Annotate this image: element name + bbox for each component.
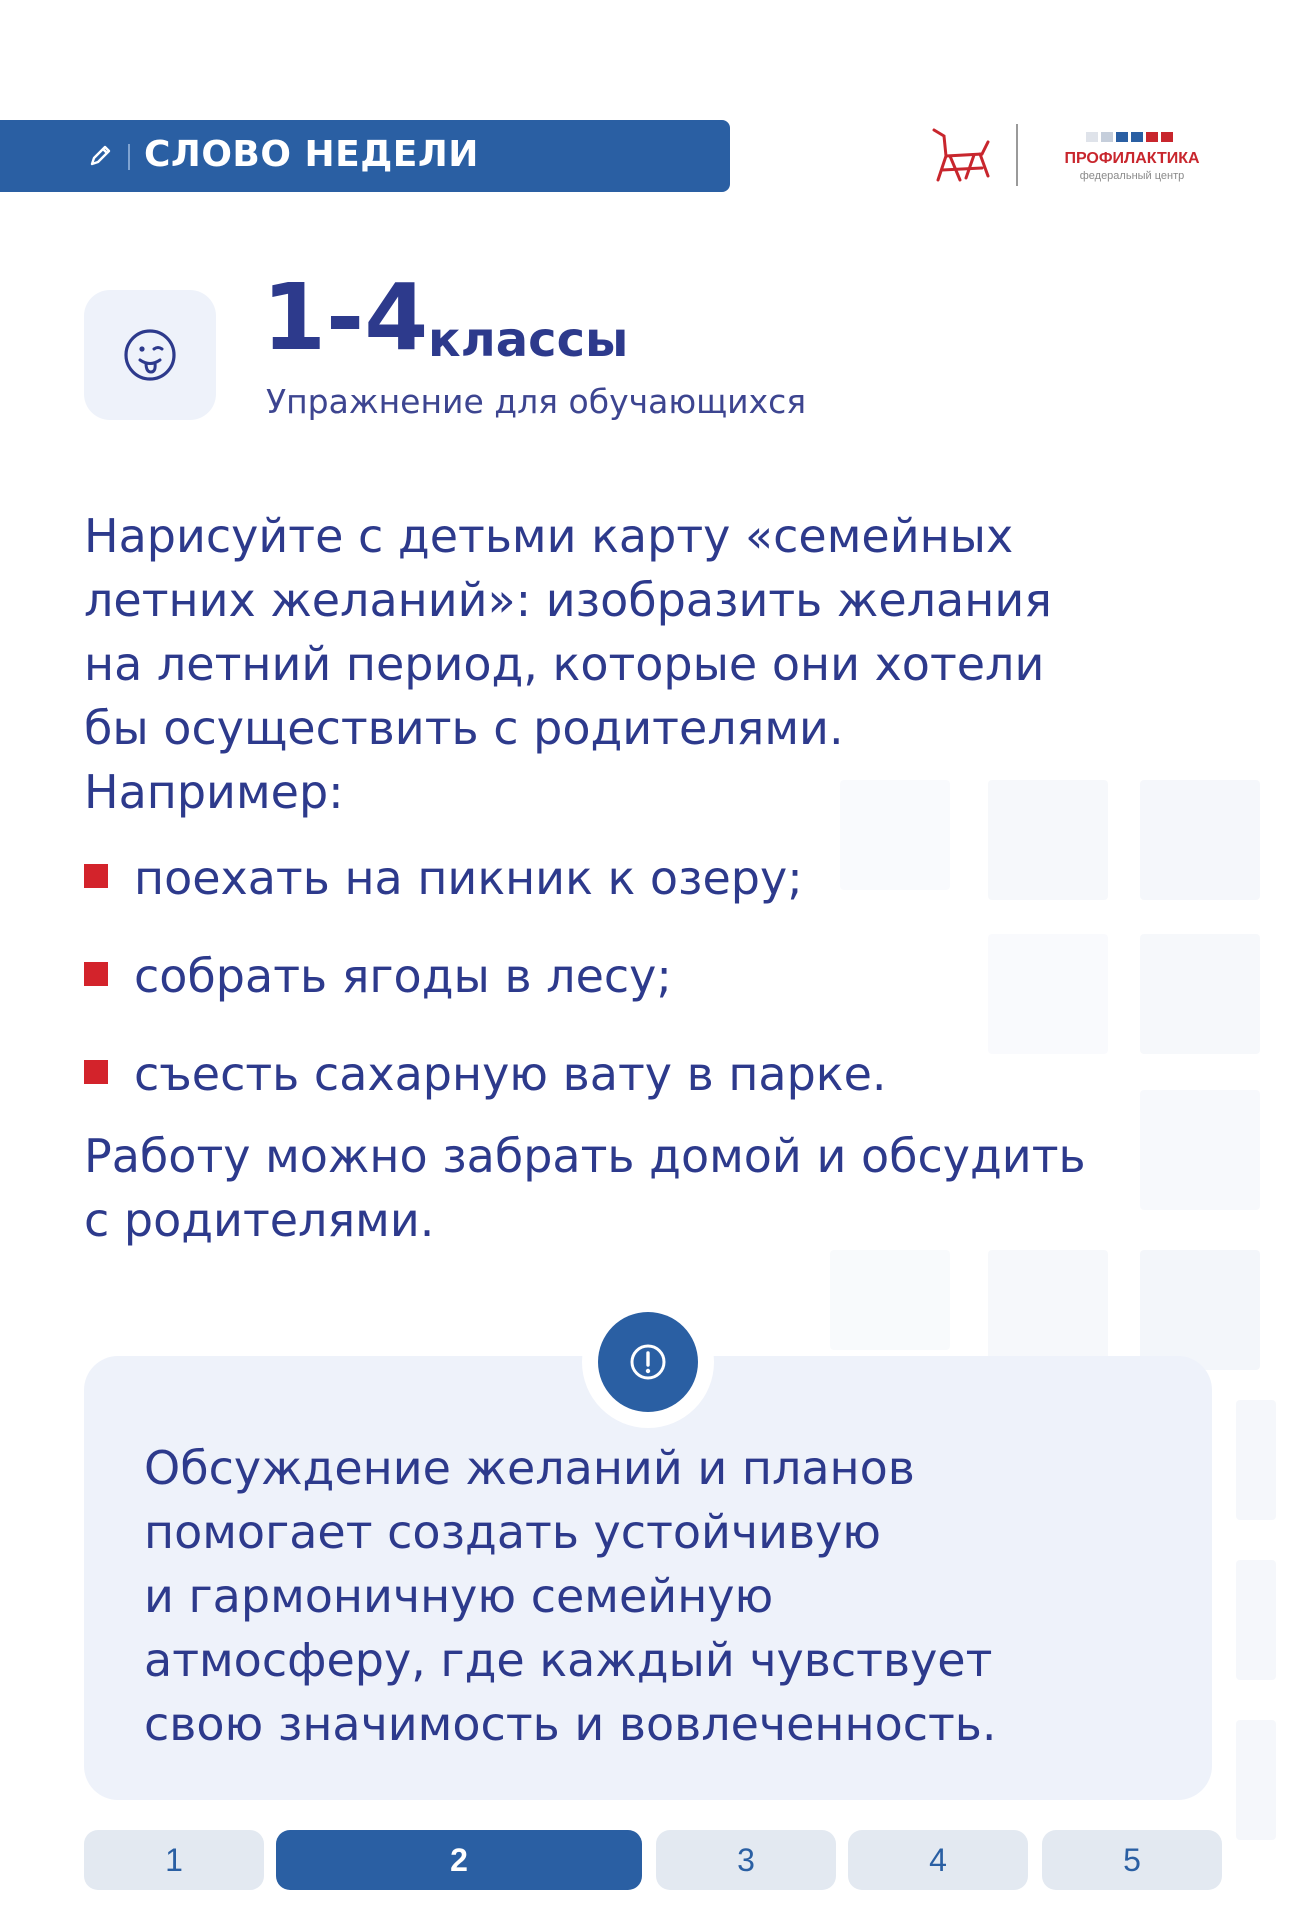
logo-subtitle: федеральный центр [1079, 170, 1185, 182]
bullet-square-icon [84, 1060, 108, 1084]
grade-subtitle: Упражнение для обучающихся [266, 382, 807, 421]
page-button-3[interactable]: 3 [656, 1830, 836, 1890]
info-text: Обсуждение желаний и планов помогает создать устойчивую и гармоничную семейную атмосферу, где каждый чувствует свою значимость и вовлеченность. [144, 1441, 997, 1751]
bullet-square-icon [84, 962, 108, 986]
logo-color-blocks [1086, 132, 1173, 142]
chair-logo-icon [930, 126, 992, 184]
list-item-text: съесть сахарную вату в парке. [134, 1047, 887, 1101]
header-banner [0, 120, 730, 192]
page-button-1[interactable]: 1 [84, 1830, 264, 1890]
info-badge [598, 1312, 698, 1412]
grade-icon-box [84, 290, 216, 420]
banner-title: СЛОВО НЕДЕЛИ [144, 134, 479, 175]
closing-text: Работу можно забрать домой и обсудить с родителями. [84, 1129, 1086, 1247]
list-item-text: поехать на пикник к озеру; [134, 851, 803, 905]
intro-text: Нарисуйте с детьми карту «семейных летних желаний»: изобразить желания на летний период, которые они хотели бы осуществить с родителями. Например: [84, 509, 1052, 819]
exclamation-circle-icon [628, 1342, 668, 1382]
grade-number: 1-4 [262, 264, 429, 371]
grade-word: классы [428, 312, 629, 368]
list-item [84, 846, 1224, 944]
logo-divider [1016, 124, 1018, 186]
page-button-2[interactable]: 2 [276, 1830, 642, 1890]
page-button-5[interactable]: 5 [1042, 1830, 1222, 1890]
page-button-4[interactable]: 4 [848, 1830, 1028, 1890]
logo-name: ПРОФИЛАКТИКА [1064, 150, 1200, 167]
bullet-square-icon [84, 864, 108, 888]
list-item [84, 944, 1224, 1042]
smiley-tongue-icon [122, 327, 178, 383]
banner-separator [128, 144, 130, 170]
list-item-text: собрать ягоды в лесу; [134, 949, 672, 1003]
pencil-icon [86, 142, 114, 170]
wishes-list [84, 846, 1224, 1140]
